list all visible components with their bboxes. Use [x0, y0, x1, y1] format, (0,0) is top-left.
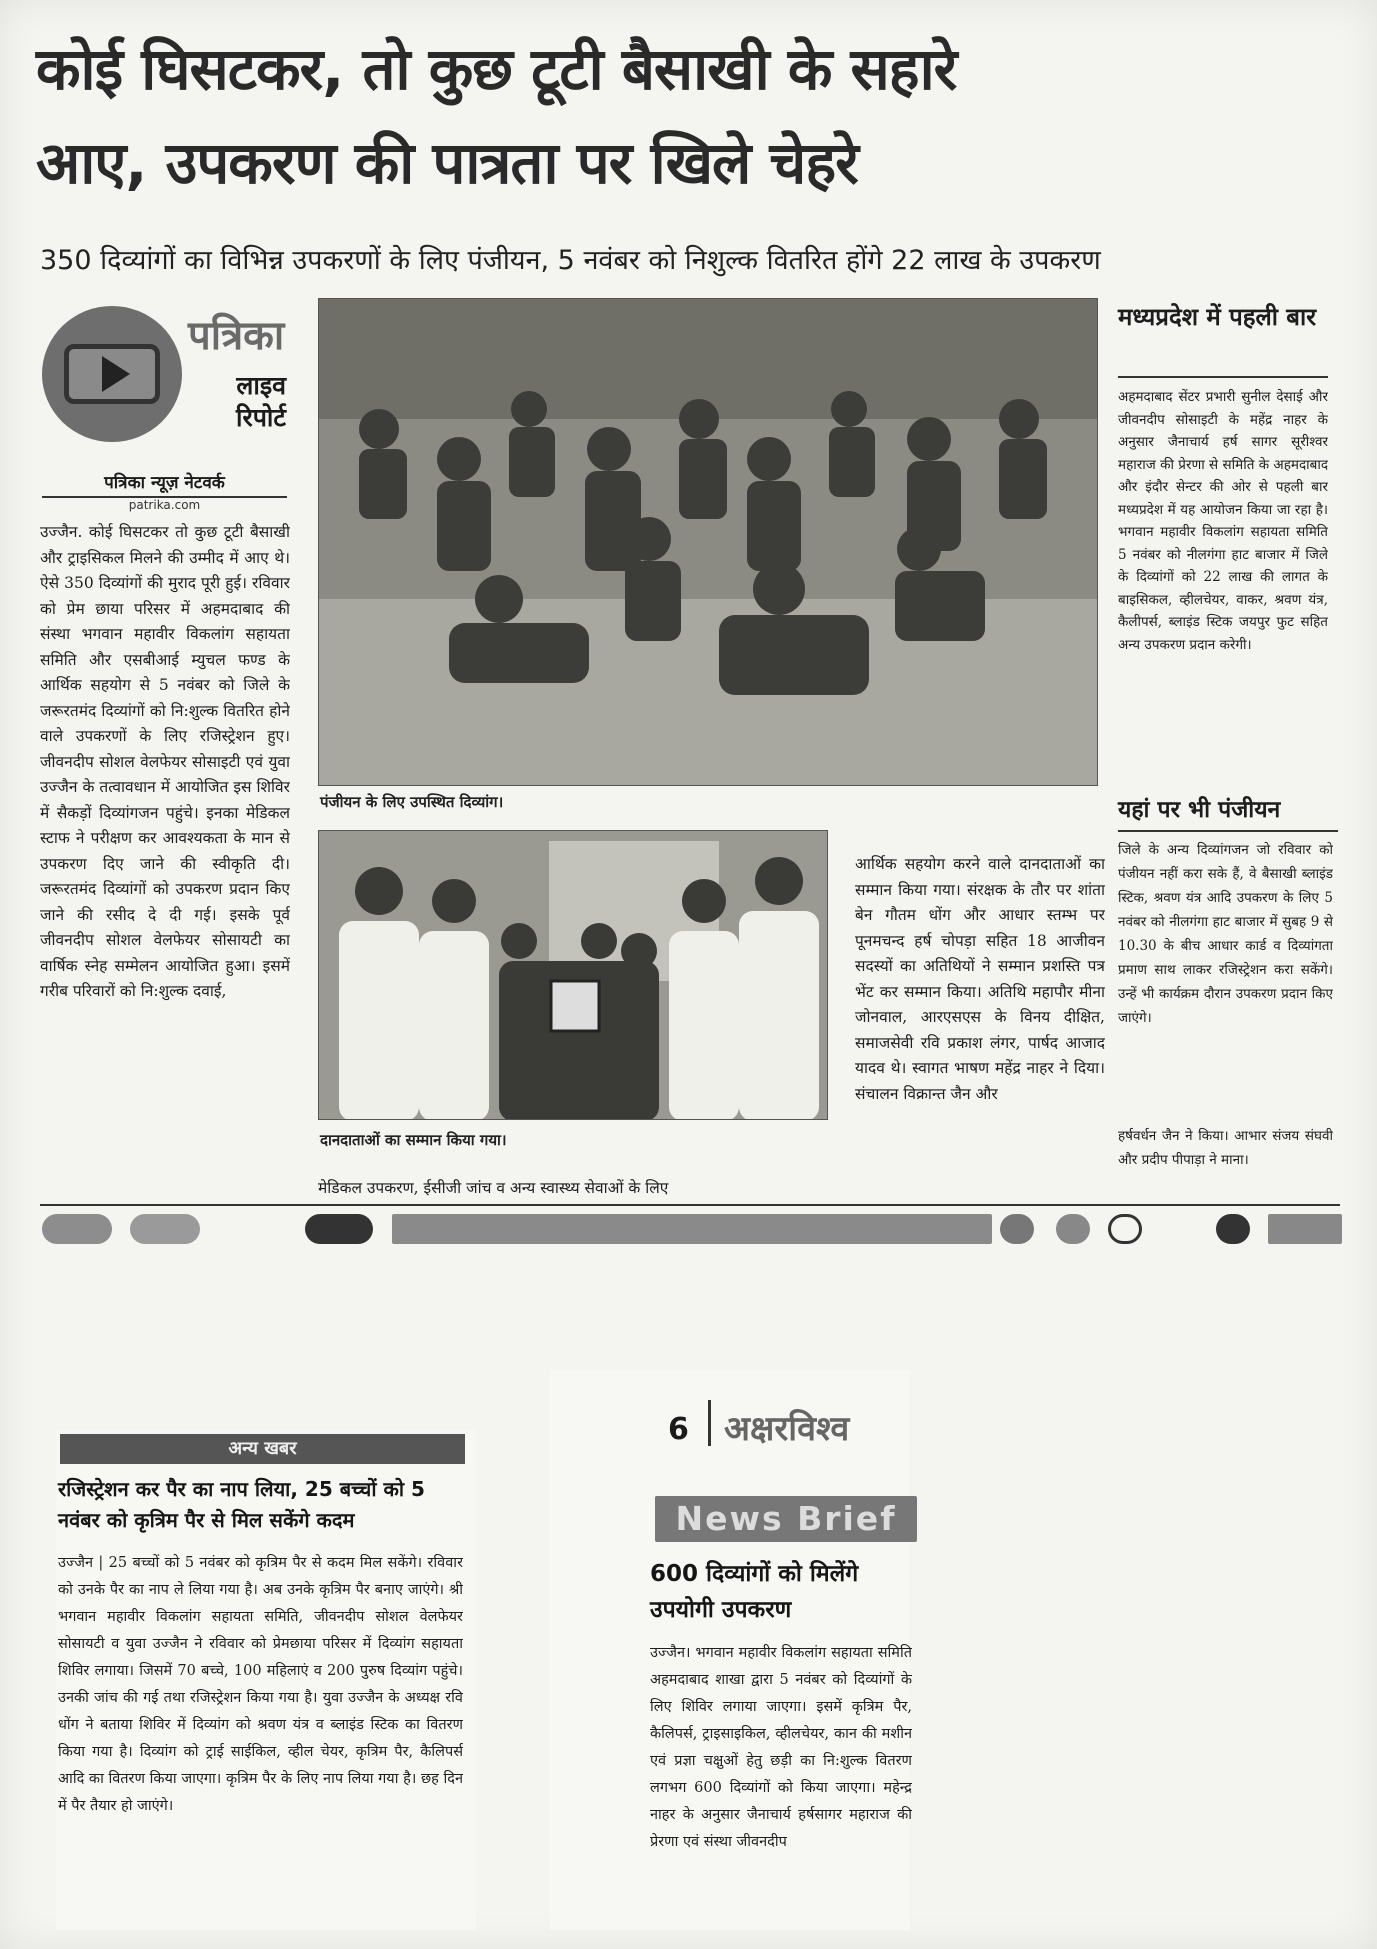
deco-dot-2	[1056, 1214, 1090, 1244]
news-brief-banner: News Brief	[655, 1496, 917, 1542]
continuation-text: मेडिकल उपकरण, ईसीजी जांच व अन्य स्वास्थ्य सेवाओं के लिए	[318, 1179, 669, 1197]
sidebar-text: अहमदाबाद सेंटर प्रभारी सुनील देसाई और जीवनदीप सोसाइटी के महेंद्र नाहर के अनुसार जैनाचार्य हर्ष सागर सूरीश्वर महाराज की प्रेरणा से समिति के अहमदाबाद और इंदौर सेन्टर की ओर से पहली बार मध्यप्रदेश में यह आयोजन किया जा रहा है। भगवान महावीर विकलांग सहायता समिति 5 नवंबर को नीलगंगा हाट बाजार में जिले के दिव्यांगों को 22 लाख की लागत के बाइसिकल, व्हीलचेयर, वाकर, श्रवण यंत्र, कैलीपर्स, ब्लाइंड स्टिक जयपुर फुट सहित अन्य उपकरण प्रदान करेगी।	[1118, 389, 1328, 653]
deco-pill-1	[42, 1214, 112, 1244]
masthead: अक्षरविश्व	[724, 1409, 850, 1449]
photo-2-caption: दानदाताओं का सम्मान किया गया।	[320, 1131, 507, 1149]
photo-registration	[318, 298, 1098, 786]
byline-site: patrika.com	[128, 498, 201, 512]
live-report-label	[196, 370, 286, 434]
brand-name: पत्रिका	[188, 313, 285, 359]
sidebar-rule	[1118, 376, 1328, 378]
deco-pill-2	[130, 1214, 200, 1244]
sidebar-text-2: जिले के अन्य दिव्यांगजन जो रविवार को पंजीयन नहीं करा सके हैं, वे बैसाखी ब्लाइंड स्टिक, श्रवण यंत्र आदि उपकरण के लिए 5 नवंबर को नीलगंगा हाट बाजार में सुबह 9 से 10.30 के बीच आधार कार्ड व दिव्यांगता प्रमाण साथ लाकर रजिस्ट्रेशन करा सकेंगे। उन्हें भी कार्यक्रम दौरान उपकरण प्रदान किए जाएंगे।	[1118, 842, 1333, 1026]
sidebar-title-2: यहां पर भी पंजीयन	[1118, 792, 1338, 832]
page-number: 6	[668, 1412, 689, 1447]
clipping-1-tag: अन्य खबर	[60, 1434, 465, 1464]
deco-bar	[392, 1214, 992, 1244]
page-divider	[708, 1400, 711, 1446]
clipping-1-title: रजिस्ट्रेशन कर पैर का नाप लिया, 25 बच्चों को 5 नवंबर को कृत्रिम पैर से मिल सकेंगे कदम	[58, 1477, 425, 1532]
live-line-1: लाइव	[236, 371, 286, 400]
headline-line-1: कोई घिसटकर, तो कुछ टूटी बैसाखी के सहारे	[36, 35, 957, 103]
article-column-3: आर्थिक सहयोग करने वाले दानदाताओं का सम्मान किया गया। संरक्षक के तौर पर शांता बेन गौतम धोंग और आधार स्तम्भ पर पूनमचन्द हर्ष चोपड़ा सहित 18 आजीवन सदस्यों का अतिथियों ने सम्मान प्रशस्ति पत्र भेंट कर सम्मान किया। अतिथि महापौर मीना जोनवाल, आरएसएस के विनय दीक्षित, समाजसेवी रवि प्रकाश लंगर, पार्षद आजाद यादव थे। स्वागत भाषण महेंद्र नाहर ने दिया। संचालन विक्रान्त जैन और	[855, 855, 1105, 1103]
clipping-1-text: उज्जैन | 25 बच्चों को 5 नवंबर को कृत्रिम पैर से कदम मिल सकेंगे। रविवार को उनके पैर का नाप ले लिया गया है। अब उनके कृत्रिम पैर बनाए जाएंगे। श्री भगवान महावीर विकलांग सहायता समिति, जीवनदीप सोशल वेलफेयर सोसायटी व युवा उज्जैन ने रविवार को प्रेमछाया परिसर में दिव्यांग सहायता शिविर लगाया। जिसमें 70 बच्चे, 100 महिलाएं व 200 पुरुष दिव्यांग पहुंचे। उनकी जांच की गई तथा रजिस्ट्रेशन किया गया है। युवा उज्जैन के अध्यक्ष रवि धोंग ने बताया शिविर में दिव्यांग को श्रवण यंत्र व ब्लाइंड स्टिक का वितरण किया गया है। दिव्यांग को ट्राई साईकिल, व्हील चेयर, कृत्रिम पैर, कैलिपर्स आदि का वितरण किया जाएगा। कृत्रिम पैर के लिए नाप लिया गया है। छह दिन में पैर तैयार हो जाएंगे।	[58, 1555, 463, 1814]
live-line-2: रिपोर्ट	[236, 403, 286, 432]
clipping-2-title: 600 दिव्यांगों को मिलेंगे उपयोगी उपकरण	[650, 1561, 859, 1623]
play-triangle-icon	[102, 356, 130, 392]
crosshair-icon	[1108, 1214, 1142, 1244]
article-column-1: उज्जैन. कोई घिसटकर तो कुछ टूटी बैसाखी और ट्राइसिकल मिलने की उम्मीद में आए थे। ऐसे 350 दिव्यांगों की मुराद पूरी हुई। रविवार को प्रेम छाया परिसर में अहमदाबाद की संस्था भगवान महावीर विकलांग सहायता समिति और एसबीआई म्युचल फण्ड के आर्थिक सहयोग से 5 नवंबर को जिले के जरूरतमंद दिव्यांगों को नि:शुल्क वितरित होने वाले उपकरणों के लिए रजिस्ट्रेशन हुए। जीवनदीप सोशल वेलफेयर सोसाइटी एवं युवा उज्जैन के तत्वावधान में आयोजित इस शिविर में सैकड़ों दिव्यांगजन पहुंचे। इनका मेडिकल स्टाफ ने परीक्षण कर आवश्यकता के मान से उपकरण दिए जाने की स्वीकृति दी। जरूरतमंद दिव्यांगों को उपकरण प्रदान किए जाने की रसीद दे दी गई। इसके पूर्व जीवनदीप सोशल वेलफेयर सोसायटी का वार्षिक स्नेह सम्मेलन आयोजित हुआ। इसमें गरीब परिवारों को नि:शुल्क दवाई,	[40, 523, 290, 1000]
sidebar-title: मध्यप्रदेश में पहली बार	[1118, 303, 1317, 331]
byline-network: पत्रिका न्यूज़ नेटवर्क	[42, 470, 287, 498]
photo-donor-honour	[318, 830, 828, 1120]
main-headline	[36, 22, 1346, 210]
deco-bar-2	[1268, 1214, 1342, 1244]
deco-dot-1	[1000, 1214, 1034, 1244]
deco-pill-3	[305, 1214, 373, 1244]
bottom-rule	[40, 1204, 1340, 1206]
deco-dot-3	[1216, 1214, 1250, 1244]
photo-1-caption: पंजीयन के लिए उपस्थित दिव्यांग।	[320, 793, 504, 811]
sidebar-tail: हर्षवर्धन जैन ने किया। आभार संजय संघवी और प्रदीप पीपाड़ा ने माना।	[1118, 1128, 1333, 1168]
headline-line-2: आए, उपकरण की पात्रता पर खिले चेहरे	[36, 129, 858, 197]
clipping-2-text: उज्जैन। भगवान महावीर विकलांग सहायता समिति अहमदाबाद शाखा द्वारा 5 नवंबर को दिव्यांगों के लिए शिविर लगाया जाएगा। इसमें कृत्रिम पैर, कैलिपर्स, ट्राइसाइकिल, व्हीलचेयर, कान की मशीन एवं प्रज्ञा चक्षुओं हेतु छड़ी का नि:शुल्क वितरण लगभग 600 दिव्यांगों को किया जाएगा। महेन्द्र नाहर के अनुसार जैनाचार्य हर्षसागर महाराज की प्रेरणा एवं संस्था जीवनदीप	[650, 1645, 912, 1850]
subheadline: 350 दिव्यांगों का विभिन्न उपकरणों के लिए पंजीयन, 5 नवंबर को निशुल्क वितरित होंगे 22 लाख के उपकरण	[40, 245, 1101, 276]
